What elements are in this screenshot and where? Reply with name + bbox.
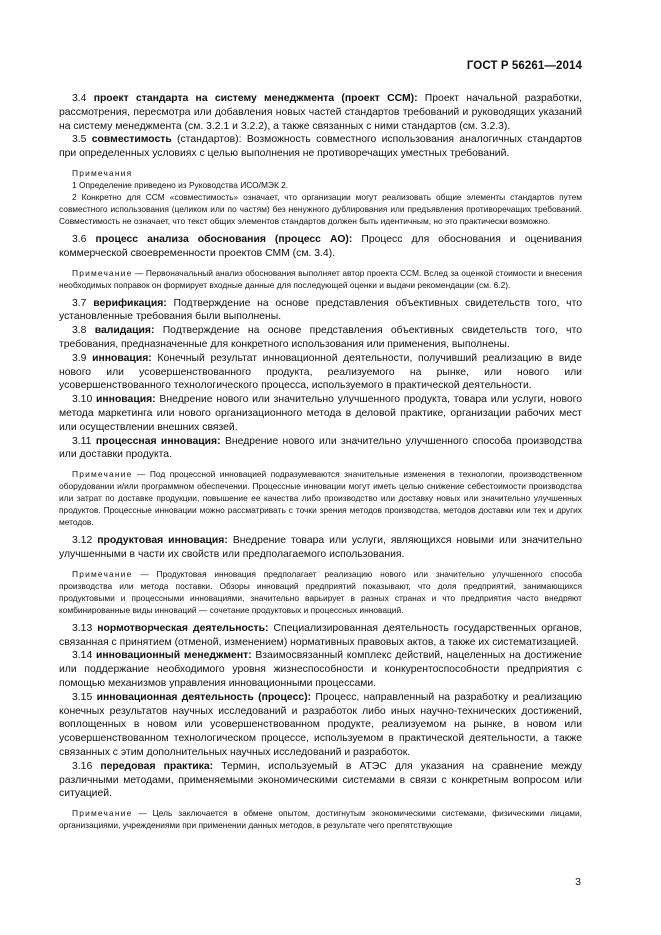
page-number: 3 — [575, 876, 581, 888]
term-entry: 3.10 инновация: Внедрение нового или значительно улучшенного продукта, товара или услуги, нового метода маркетинга или нового организационного метода в деловой практике, организации рабочих мест или осуществлении внешних связей. — [59, 394, 583, 433]
term-entry: 3.6 процесс анализа обоснования (процесс АО): Процесс для обоснования и оценивания коммерческой своевременности проектов СММ (см. 3.4). — [59, 233, 582, 259]
standard-header: ГОСТ Р 56261—2014 — [466, 60, 582, 72]
document-body — [59, 92, 582, 831]
term-entry: 3.9 инновация: Конечный результат инновационной деятельности, получивший реализацию в виде нового или усовершенствованного продукта, реализуемого на рынке, или нового или усовершенствованного технологического процесса, используемого в практической деятельности. — [59, 352, 583, 392]
note-item: 2 Конкретно для ССМ «совместимость» означает, что организации могут реализовать общие элементы стандартов путем совместного использования (целиком или по частям) без ненужного дублирования или предъявления противоречащих требований. Совместимость не означает, что текст общих элементов стандартов должен быть идентичным, но это практически возможно. — [59, 191, 582, 226]
note: Примечание — Первоначальный анализ обоснования выполняет автор проекта ССМ. Вслед за оценкой стоимости и внесения необходимых поправок он формирует входные данные для последующей оценки и выдачи рекомендации (см. 6.2). — [59, 267, 582, 290]
term-entry: 3.14 инновационный менеджмент: Взаимосвязанный комплекс действий, нацеленных на достижение или поддержание необходимого уровня жизнеспособности и конкурентоспособности предприятия с помощью механизмов управления инновационными процессами. — [59, 650, 582, 689]
term-entry: 3.12 продуктовая инновация: Внедрение товара или услуги, являющихся новыми или значительно улучшенными в части их свойств или предполагаемого использования. — [59, 535, 583, 560]
notes-heading: Примечания — [72, 167, 133, 178]
note: Примечание — Цель заключается в обмене опытом, достигнутым экономическими системами, физическими лицами, организациями, учреждениями при применении данных методов, в результате чего препятствующие — [59, 808, 583, 831]
term-entry: 3.5 совместимость (стандартов): Возможность совместного использования аналогичных стандартов при определенных условиях с целью выполнения не противоречащих уместных требований. — [59, 134, 582, 160]
term-entry: 3.7 верификация: Подтверждение на основе представления объективных свидетельств того, что установленные требования были выполнены. — [59, 297, 583, 323]
term-entry: 3.4 проект стандарта на систему менеджмента (проект ССМ): Проект начальной разработки, рассмотрения, пересмотра или добавления новых частей стандартов требований и руководящих указаний на систему менеджмента (см. 3.2.1 и 3.2.2), а также связанных с ними стандартов (см. 3.2.3). — [59, 93, 583, 132]
term-entry: 3.11 процессная инновация: Внедрение нового или значительно улучшенного способа производства или доставки продукта. — [59, 435, 583, 461]
term-entry: 3.15 инновационная деятельность (процесс): Процесс, направленный на разработку и реализацию конечных результатов научных исследований и разработок либо иных научно-технических достижений, воплощенных в новом или усовершенствованном продукте, реализуемом на рынке, в новом или усовершенствованном технологическом процессе, используемом в практической деятельности, а также связанных с этим дополнительных научных исследований и разработок. — [59, 691, 583, 758]
term-entry: 3.8 валидация: Подтверждение на основе представления объективных свидетельств того, что требования, предназначенные для конкретного использования или применения, выполнены. — [59, 325, 582, 350]
term-entry: 3.13 нормотворческая деятельность: Специализированная деятельность государственных органов, связанная с принятием (отменой, изменением) нормативных правовых актов, а также их систематизацией. — [59, 622, 583, 648]
note-item: 1 Определение приведено из Руководства ИСО/МЭК 2. — [72, 179, 289, 190]
note: Примечание — Под процессной инновацией подразумеваются значительные изменения в технологии, производственном оборудовании и/или программном обеспечении. Процессные инновации могут иметь целью снижение себестоимости производства или затрат по доставке продукции, повышение ее качества либо производство или доставку новых или значительно улучшенных продуктов. Процессные инновации можно рассматривать с точки зрения методов производства, методов доставки или тех и других методов. — [59, 469, 583, 528]
note: Примечание — Продуктовая инновация предполагает реализацию нового или значительно улучшенного способа производства или метода поставки. Обзоры инноваций предприятий показывают, что доля предприятий, занимающихся продуктовыми и процессными инновациями, значительно варьирует в разных странах и что предприятия часто внедряют комбинированные виды инноваций — сочетание продуктовых и процессных инноваций. — [59, 568, 582, 615]
term-entry: 3.16 передовая практика: Термин, используемый в АТЭС для указания на сравнение между различными методами, применяемыми экономическими системами в связи с конкретным вопросом или ситуацией. — [59, 760, 582, 800]
